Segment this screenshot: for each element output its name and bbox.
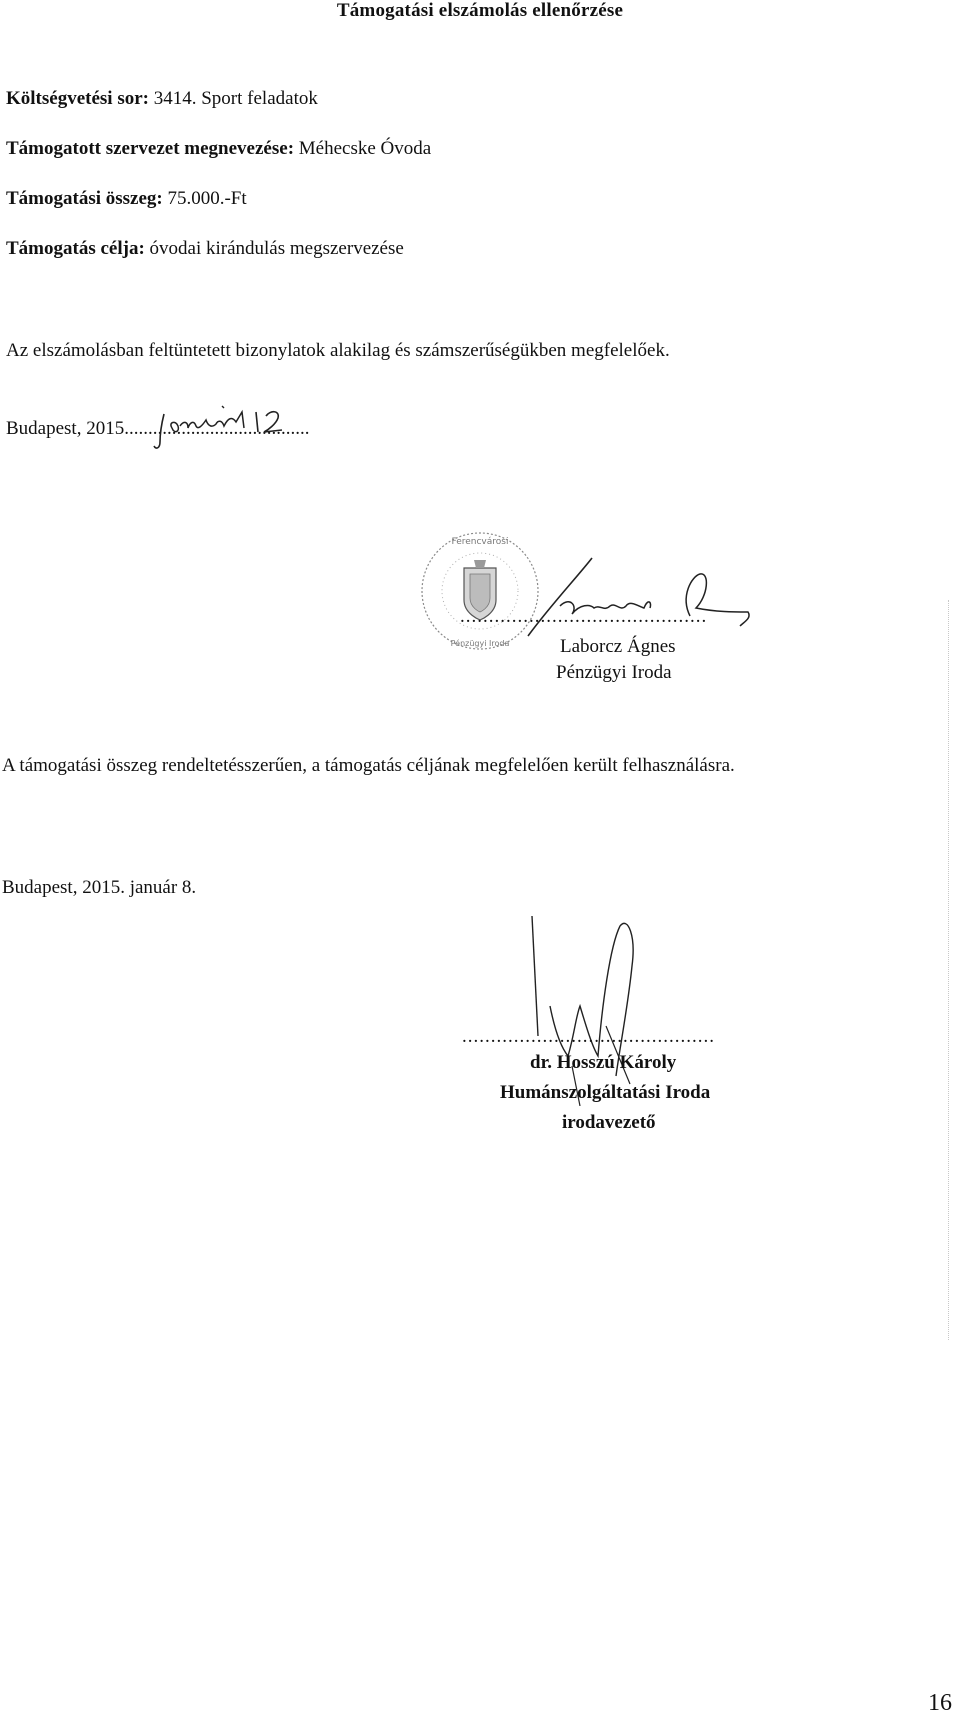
field-label: Támogatás célja: — [6, 238, 145, 259]
field-value: 75.000.-Ft — [167, 188, 247, 209]
document-title: Támogatási elszámolás ellenőrzése — [336, 0, 624, 21]
signer2-role: irodavezető — [562, 1112, 656, 1133]
field-value: 3414. Sport feladatok — [153, 88, 318, 109]
signer1-department: Pénzügyi Iroda — [556, 662, 672, 683]
signer1-name: Laborcz Ágnes — [560, 636, 676, 657]
date-line-2: Budapest, 2015. január 8. — [2, 877, 197, 898]
scan-edge-line — [948, 600, 949, 1340]
signature-hosszu — [520, 906, 650, 1106]
signature-laborcz — [520, 546, 760, 646]
field-label: Támogatási összeg: — [6, 188, 163, 209]
statement-usage: A támogatási összeg rendeltetésszerűen, a támogatás céljának megfelelően került felhasználásra. — [2, 755, 735, 776]
svg-text:Pénzügyi Iroda: Pénzügyi Iroda — [450, 639, 510, 648]
handwritten-date — [152, 392, 292, 452]
signer2-department: Humánszolgáltatási Iroda — [500, 1082, 711, 1103]
field-label: Támogatott szervezet megnevezése: — [6, 138, 295, 159]
field-organization — [6, 138, 431, 160]
signature1-dots: ........................................... — [460, 606, 708, 627]
field-purpose — [6, 238, 404, 260]
date-dots: .................................. — [147, 418, 310, 439]
field-budget-line — [6, 88, 318, 110]
field-label: Költségvetési sor: — [6, 88, 149, 109]
field-amount — [6, 188, 247, 210]
field-value: Méhecske Óvoda — [298, 138, 432, 159]
date-prefix: Budapest, 2015..... — [6, 418, 148, 439]
svg-text:Ferencvárosi: Ferencvárosi — [451, 537, 509, 547]
signature2-dots: ............................................ — [462, 1026, 715, 1047]
page-number: 16 — [928, 1690, 952, 1716]
field-value: óvodai kirándulás megszervezése — [149, 238, 404, 259]
signer2-name: dr. Hosszú Károly — [530, 1052, 677, 1073]
statement-compliance: Az elszámolásban feltüntetett bizonylatok alakilag és számszerűségükben megfelelőek. — [6, 340, 670, 361]
